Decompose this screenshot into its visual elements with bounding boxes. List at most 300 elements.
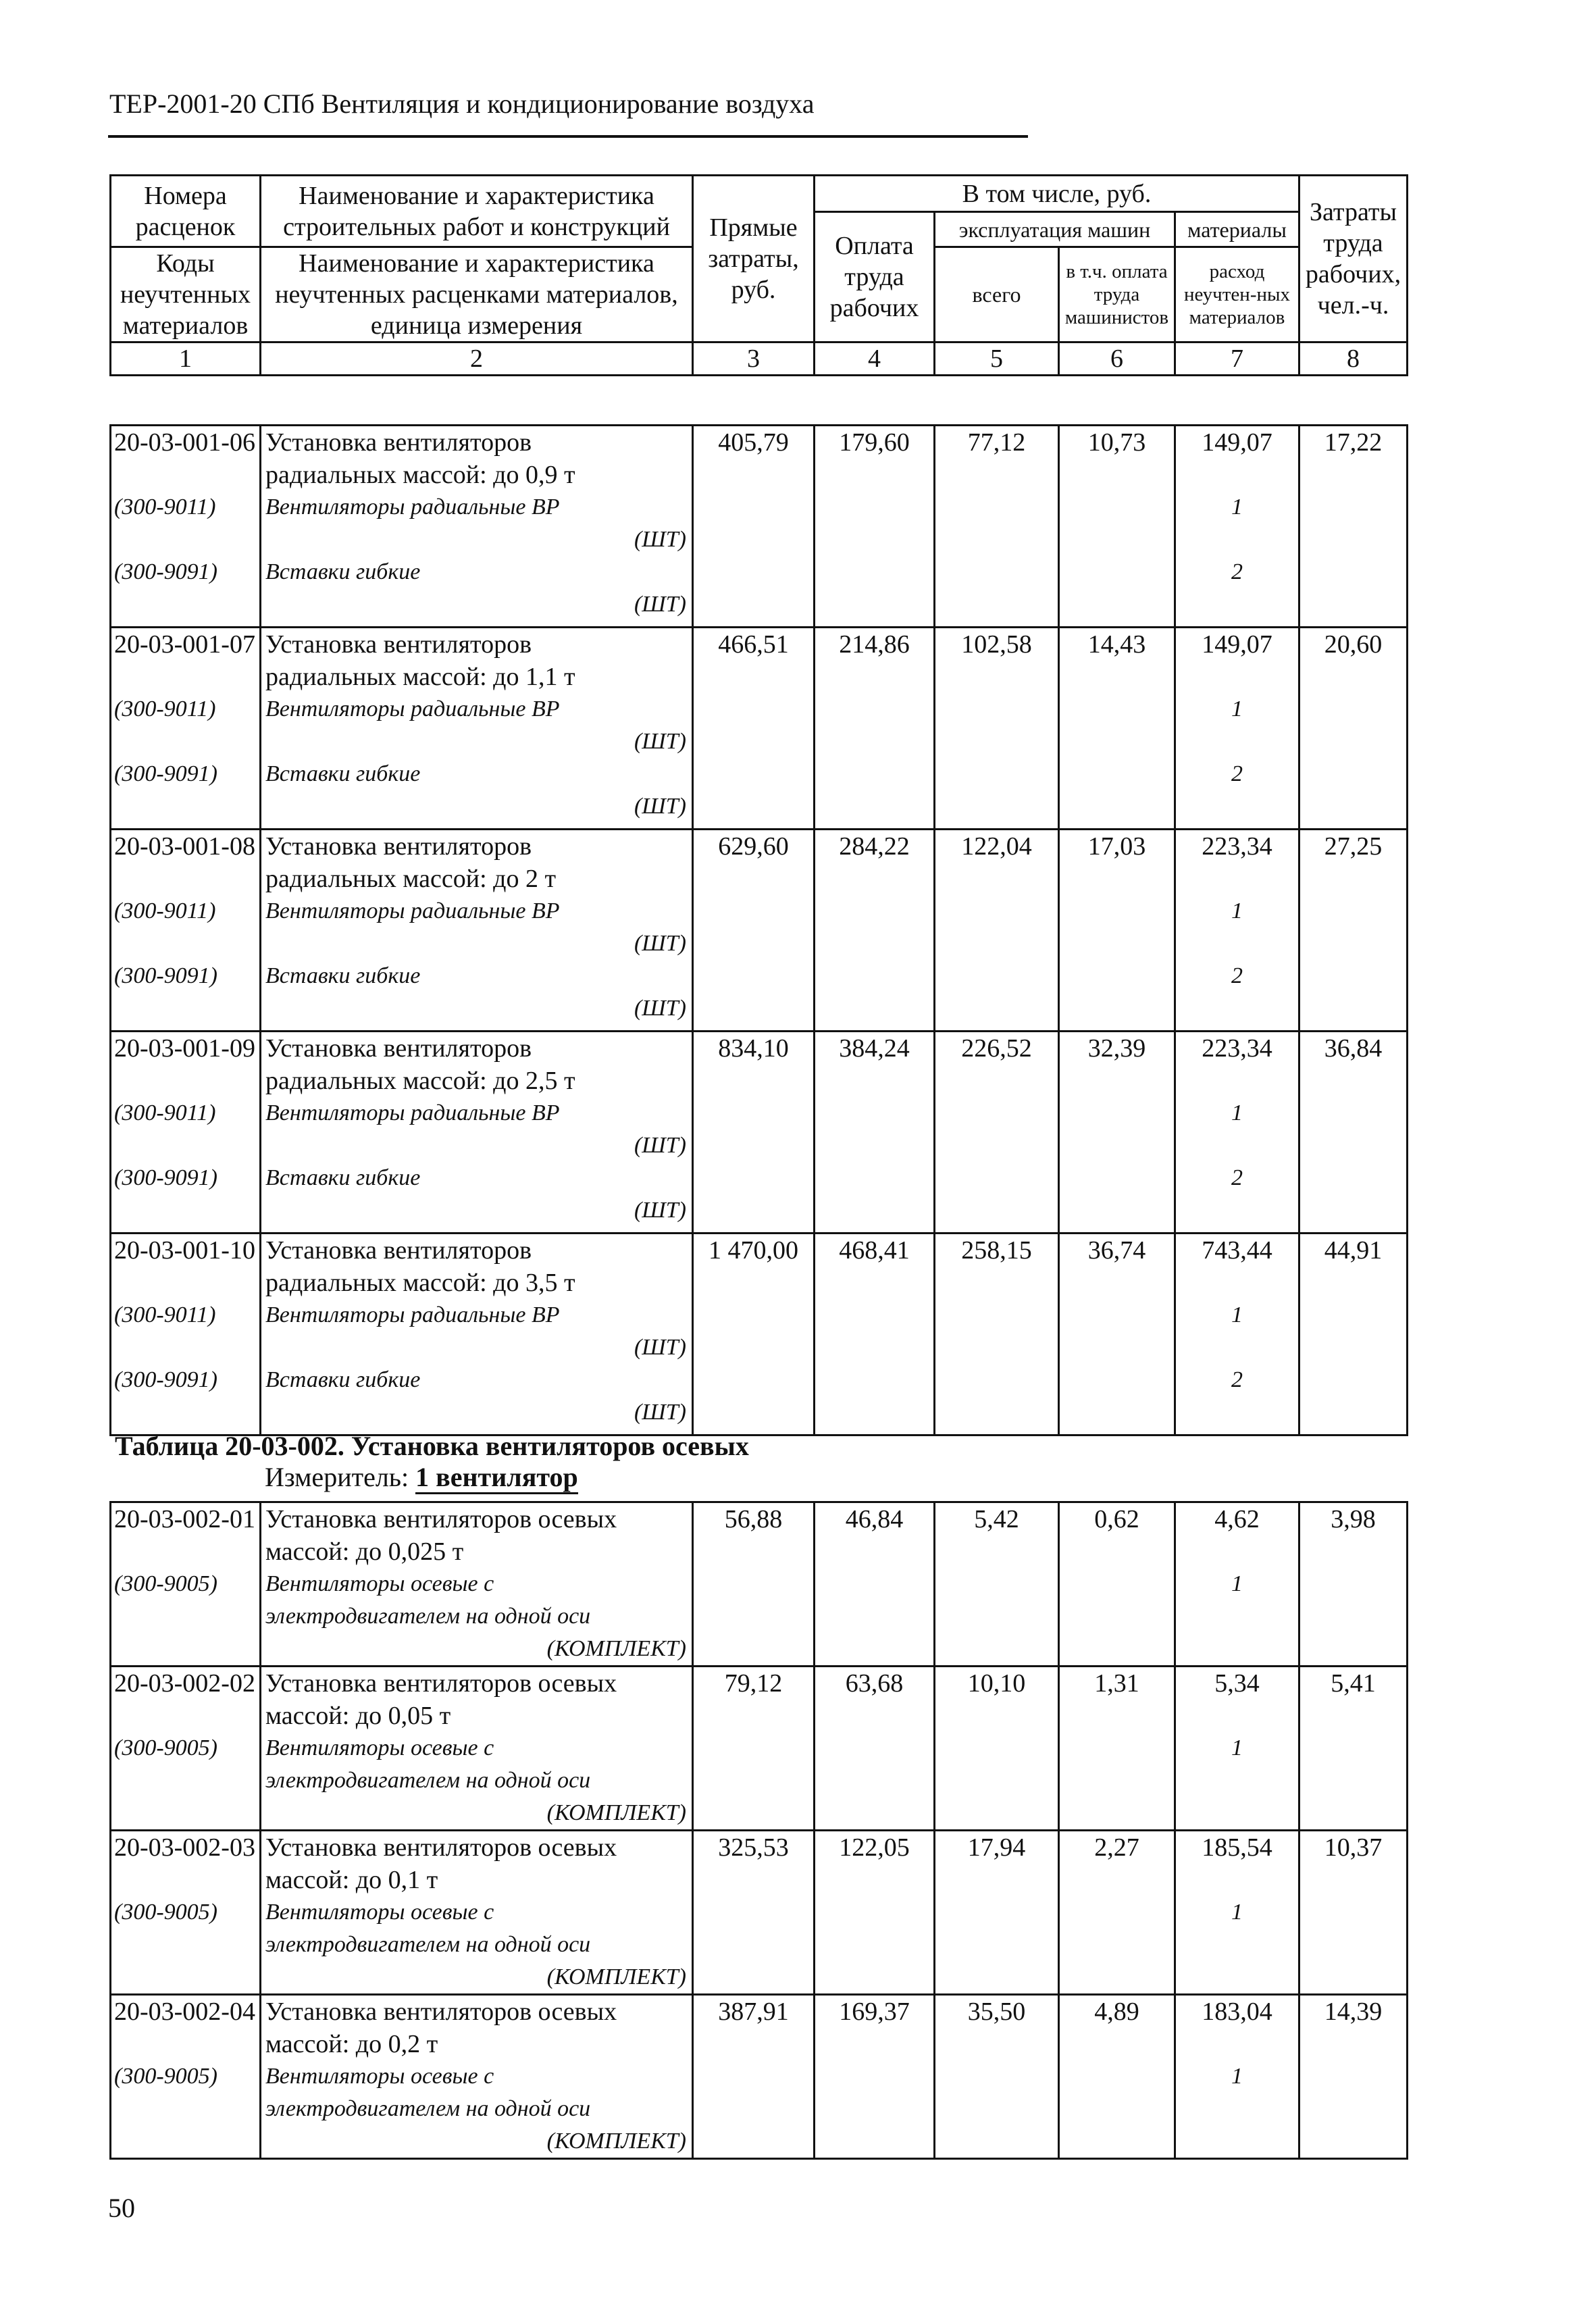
col-group-header: В том числе, руб. — [815, 176, 1299, 212]
value-v7: 149,07 — [1202, 630, 1272, 659]
value-v4: 214,86 — [839, 630, 910, 659]
material-name: Вентиляторы осевые с — [265, 2064, 494, 2089]
column-header-table — [109, 174, 1408, 376]
spacer — [114, 2093, 259, 2125]
material-code: (300-9005) — [114, 2064, 217, 2089]
table-row — [111, 1995, 1408, 2159]
col-number: 2 — [261, 342, 693, 376]
value-v5: 17,94 — [967, 1833, 1026, 1862]
material-qty: 2 — [1231, 1367, 1243, 1392]
spacer — [114, 790, 259, 823]
value-cell-v6 — [1059, 426, 1175, 628]
col-material-name-header: Наименование и характеристика неучтенных расценками материалов, единица измерения — [261, 247, 693, 342]
work-name-cont: радиальных массой: до 0,9 т — [265, 461, 575, 489]
work-name-cont: массой: до 0,025 т — [265, 1537, 464, 1566]
material-qty: 2 — [1231, 1165, 1243, 1190]
material-code: (300-9091) — [114, 761, 217, 786]
work-name-cont: радиальных массой: до 3,5 т — [265, 1269, 575, 1297]
value-v7: 185,54 — [1202, 1833, 1272, 1862]
material-name-cont: электродвигателем на одной оси — [265, 1932, 591, 1957]
value-v3: 56,88 — [724, 1505, 783, 1533]
value-v4: 122,05 — [839, 1833, 910, 1862]
value-cell-v3 — [693, 1831, 815, 1995]
spacer — [114, 1129, 259, 1162]
measure-label: Измеритель: — [265, 1462, 409, 1492]
value-cell-v6 — [1059, 830, 1175, 1032]
value-v7: 149,07 — [1202, 428, 1272, 457]
material-name: Вентиляторы радиальные ВР — [265, 1302, 560, 1327]
col-material-consumption-header: расход неучтен-ных материалов — [1175, 247, 1299, 342]
value-cell-v8 — [1299, 1502, 1408, 1667]
value-cell-v6 — [1059, 1234, 1175, 1435]
rate-name-cell — [261, 1032, 693, 1234]
value-cell-v8 — [1299, 830, 1408, 1032]
value-cell-v3 — [693, 830, 815, 1032]
value-cell-v5 — [935, 830, 1059, 1032]
rate-code: 20-03-001-06 — [114, 428, 255, 457]
value-v6: 2,27 — [1094, 1833, 1139, 1862]
value-v4: 179,60 — [839, 428, 910, 457]
spacer — [1176, 992, 1298, 1025]
value-cell-v5 — [935, 1831, 1059, 1995]
value-cell-v7 — [1175, 1667, 1299, 1831]
col-work-name-header: Наименование и характеристика строительных работ и конструкций — [261, 176, 693, 247]
spacer — [114, 1194, 259, 1227]
table-row — [111, 830, 1408, 1032]
value-v5: 102,58 — [961, 630, 1032, 659]
value-v4: 384,24 — [839, 1034, 910, 1063]
rate-code: 20-03-002-04 — [114, 1998, 255, 2026]
material-unit: (ШТ) — [634, 527, 686, 552]
value-cell-v8 — [1299, 1234, 1408, 1435]
material-qty: 2 — [1231, 963, 1243, 988]
value-v5: 5,42 — [974, 1505, 1019, 1533]
spacer — [1176, 790, 1298, 823]
material-name: Вентиляторы осевые с — [265, 1735, 494, 1760]
material-unit: (ШТ) — [634, 1198, 686, 1223]
material-name: Вентиляторы радиальные ВР — [265, 898, 560, 923]
value-v8: 20,60 — [1324, 630, 1383, 659]
material-unit: (ШТ) — [634, 931, 686, 956]
material-unit: (ШТ) — [634, 1335, 686, 1360]
rates-table-radial — [109, 424, 1408, 1436]
table-row — [111, 1831, 1408, 1995]
material-unit: (КОМПЛЕКТ) — [546, 1636, 686, 1661]
material-code: (300-9091) — [114, 963, 217, 988]
value-v3: 387,91 — [718, 1998, 789, 2026]
spacer — [1176, 661, 1298, 693]
material-qty: 2 — [1231, 761, 1243, 786]
material-unit: (КОМПЛЕКТ) — [546, 1964, 686, 1989]
value-cell-v4 — [815, 1032, 935, 1234]
value-cell-v4 — [815, 1995, 935, 2159]
value-cell-v7 — [1175, 1502, 1299, 1667]
value-v3: 629,60 — [718, 832, 789, 861]
work-name-cont: радиальных массой: до 2,5 т — [265, 1067, 575, 1095]
rate-name-cell — [261, 830, 693, 1032]
work-name-cont: массой: до 0,2 т — [265, 2030, 438, 2058]
work-name: Установка вентиляторов — [265, 1034, 532, 1063]
value-v4: 46,84 — [845, 1505, 904, 1533]
spacer — [1176, 1535, 1298, 1568]
spacer — [1176, 1065, 1298, 1097]
work-name-cont: радиальных массой: до 2 т — [265, 865, 557, 893]
rate-codes-cell — [111, 1032, 261, 1234]
value-cell-v3 — [693, 628, 815, 830]
spacer — [114, 1700, 259, 1732]
material-qty: 1 — [1231, 1100, 1243, 1125]
spacer — [114, 1065, 259, 1097]
value-v8: 27,25 — [1324, 832, 1383, 861]
material-name-cont: электродвигателем на одной оси — [265, 1604, 591, 1629]
spacer — [1176, 2093, 1298, 2125]
rate-codes-cell — [111, 1502, 261, 1667]
value-cell-v3 — [693, 426, 815, 628]
value-cell-v8 — [1299, 628, 1408, 830]
col-number: 4 — [815, 342, 935, 376]
work-name: Установка вентиляторов осевых — [265, 1998, 617, 2026]
col-machines-header: эксплуатация машин — [935, 212, 1175, 247]
value-v6: 4,89 — [1094, 1998, 1139, 2026]
value-v6: 32,39 — [1087, 1034, 1146, 1063]
spacer — [1176, 1129, 1298, 1162]
col-number: 1 — [111, 342, 261, 376]
rate-code: 20-03-002-01 — [114, 1505, 255, 1533]
material-code: (300-9005) — [114, 1571, 217, 1596]
value-cell-v4 — [815, 426, 935, 628]
value-cell-v4 — [815, 628, 935, 830]
value-cell-v6 — [1059, 1831, 1175, 1995]
value-v8: 17,22 — [1324, 428, 1383, 457]
col-machines-total-header: всего — [935, 247, 1059, 342]
spacer — [114, 992, 259, 1025]
spacer — [1176, 1600, 1298, 1633]
spacer — [114, 1929, 259, 1961]
material-qty: 1 — [1231, 1302, 1243, 1327]
material-qty: 2 — [1231, 559, 1243, 584]
value-v6: 36,74 — [1087, 1236, 1146, 1265]
value-v8: 44,91 — [1324, 1236, 1383, 1265]
page-header-title: ТЕР-2001-20 СПб Вентиляция и кондиционирование воздуха — [109, 88, 815, 119]
value-v7: 743,44 — [1202, 1236, 1272, 1265]
spacer — [114, 1267, 259, 1299]
value-cell-v7 — [1175, 1831, 1299, 1995]
col-materials-header: материалы — [1175, 212, 1299, 247]
value-cell-v3 — [693, 1667, 815, 1831]
value-cell-v4 — [815, 1502, 935, 1667]
value-v3: 834,10 — [718, 1034, 789, 1063]
material-qty: 1 — [1231, 898, 1243, 923]
rate-codes-cell — [111, 1234, 261, 1435]
table-row — [111, 1032, 1408, 1234]
value-cell-v3 — [693, 1502, 815, 1667]
col-number: 7 — [1175, 342, 1299, 376]
material-qty: 1 — [1231, 2064, 1243, 2089]
value-v6: 17,03 — [1087, 832, 1146, 861]
value-v5: 122,04 — [961, 832, 1032, 861]
spacer — [114, 1331, 259, 1364]
value-cell-v3 — [693, 1234, 815, 1435]
material-code: (300-9091) — [114, 1165, 217, 1190]
rate-code: 20-03-001-07 — [114, 630, 255, 659]
rate-code: 20-03-002-03 — [114, 1833, 255, 1862]
rates-table-axial — [109, 1501, 1408, 2160]
spacer — [1176, 1764, 1298, 1797]
value-v4: 468,41 — [839, 1236, 910, 1265]
spacer — [1176, 1194, 1298, 1227]
spacer — [1176, 459, 1298, 491]
material-qty: 1 — [1231, 1571, 1243, 1596]
table-row — [111, 1667, 1408, 1831]
spacer — [1176, 1267, 1298, 1299]
material-unit: (ШТ) — [634, 996, 686, 1021]
work-name-cont: массой: до 0,05 т — [265, 1702, 451, 1730]
work-name: Установка вентиляторов — [265, 1236, 532, 1265]
table-row — [111, 628, 1408, 830]
material-code: (300-9011) — [114, 898, 216, 923]
table-row — [111, 1234, 1408, 1435]
value-cell-v6 — [1059, 1502, 1175, 1667]
value-cell-v7 — [1175, 1032, 1299, 1234]
material-code: (300-9091) — [114, 559, 217, 584]
value-cell-v5 — [935, 1995, 1059, 2159]
value-v4: 169,37 — [839, 1998, 910, 2026]
rate-code: 20-03-001-09 — [114, 1034, 255, 1063]
col-number: 6 — [1059, 342, 1175, 376]
material-qty: 1 — [1231, 494, 1243, 519]
rate-code: 20-03-001-08 — [114, 832, 255, 861]
value-v5: 226,52 — [961, 1034, 1032, 1063]
spacer — [114, 927, 259, 960]
value-cell-v8 — [1299, 426, 1408, 628]
col-rates-number-header: Номера расценок — [111, 176, 261, 247]
col-number: 5 — [935, 342, 1059, 376]
value-v7: 223,34 — [1202, 832, 1272, 861]
spacer — [114, 1396, 259, 1429]
section-table-title: Таблица 20-03-002. Установка вентиляторов осевых — [115, 1431, 749, 1461]
col-number: 8 — [1299, 342, 1408, 376]
value-v5: 77,12 — [967, 428, 1026, 457]
spacer — [114, 1864, 259, 1896]
material-name: Вставки гибкие — [265, 1165, 421, 1190]
spacer — [1176, 524, 1298, 556]
page-number: 50 — [108, 2193, 135, 2223]
rate-name-cell — [261, 1502, 693, 1667]
spacer — [1176, 927, 1298, 960]
material-name: Вставки гибкие — [265, 963, 421, 988]
col-number: 3 — [693, 342, 815, 376]
value-cell-v6 — [1059, 1995, 1175, 2159]
rate-codes-cell — [111, 1995, 261, 2159]
rate-codes-cell — [111, 1667, 261, 1831]
spacer — [1176, 726, 1298, 758]
value-cell-v5 — [935, 1032, 1059, 1234]
value-cell-v7 — [1175, 1234, 1299, 1435]
value-v8: 36,84 — [1324, 1034, 1383, 1063]
value-v5: 35,50 — [967, 1998, 1026, 2026]
work-name: Установка вентиляторов — [265, 428, 532, 457]
value-v7: 4,62 — [1214, 1505, 1260, 1533]
material-name: Вставки гибкие — [265, 761, 421, 786]
value-cell-v7 — [1175, 628, 1299, 830]
value-cell-v6 — [1059, 1667, 1175, 1831]
rate-codes-cell — [111, 628, 261, 830]
rate-name-cell — [261, 426, 693, 628]
spacer — [1176, 1929, 1298, 1961]
spacer — [1176, 588, 1298, 621]
value-cell-v7 — [1175, 426, 1299, 628]
spacer — [114, 863, 259, 895]
column-numbers-row — [111, 342, 1408, 376]
material-code: (300-9011) — [114, 494, 216, 519]
material-code: (300-9011) — [114, 696, 216, 721]
col-wages-header: Оплата труда рабочих — [815, 212, 935, 342]
material-code: (300-9011) — [114, 1302, 216, 1327]
value-v8: 10,37 — [1324, 1833, 1383, 1862]
spacer — [114, 1764, 259, 1797]
value-cell-v7 — [1175, 1995, 1299, 2159]
spacer — [1176, 1864, 1298, 1896]
material-name: Вентиляторы радиальные ВР — [265, 696, 560, 721]
rate-name-cell — [261, 1831, 693, 1995]
material-code: (300-9005) — [114, 1735, 217, 1760]
value-cell-v4 — [815, 830, 935, 1032]
spacer — [1176, 1396, 1298, 1429]
work-name: Установка вентиляторов осевых — [265, 1833, 617, 1862]
material-code: (300-9011) — [114, 1100, 216, 1125]
material-name: Вентиляторы радиальные ВР — [265, 494, 560, 519]
spacer — [1176, 1331, 1298, 1364]
rate-name-cell — [261, 1667, 693, 1831]
value-v7: 183,04 — [1202, 1998, 1272, 2026]
spacer — [1176, 863, 1298, 895]
rate-code: 20-03-002-02 — [114, 1669, 255, 1698]
material-code: (300-9005) — [114, 1900, 217, 1925]
section-measure — [265, 1461, 578, 1493]
value-v6: 10,73 — [1087, 428, 1146, 457]
work-name: Установка вентиляторов осевых — [265, 1505, 617, 1533]
value-cell-v5 — [935, 1502, 1059, 1667]
rate-codes-cell — [111, 830, 261, 1032]
material-code: (300-9091) — [114, 1367, 217, 1392]
material-qty: 1 — [1231, 1900, 1243, 1925]
measure-value: 1 вентилятор — [415, 1462, 578, 1494]
rate-codes-cell — [111, 1831, 261, 1995]
table-row — [111, 426, 1408, 628]
material-name: Вентиляторы радиальные ВР — [265, 1100, 560, 1125]
value-v5: 10,10 — [967, 1669, 1026, 1698]
spacer — [114, 1535, 259, 1568]
material-unit: (ШТ) — [634, 1133, 686, 1158]
col-labor-hours-header: Затраты труда рабочих, чел.-ч. — [1299, 176, 1408, 342]
value-v4: 63,68 — [845, 1669, 904, 1698]
spacer — [114, 661, 259, 693]
material-unit: (ШТ) — [634, 794, 686, 819]
value-cell-v6 — [1059, 628, 1175, 830]
value-cell-v3 — [693, 1995, 815, 2159]
material-unit: (КОМПЛЕКТ) — [546, 2129, 686, 2154]
col-machinist-wages-header: в т.ч. оплата труда машинистов — [1059, 247, 1175, 342]
value-v3: 1 470,00 — [709, 1236, 798, 1265]
material-name: Вентиляторы осевые с — [265, 1571, 494, 1596]
material-name: Вставки гибкие — [265, 1367, 421, 1392]
spacer — [114, 524, 259, 556]
value-v8: 5,41 — [1331, 1669, 1376, 1698]
value-v4: 284,22 — [839, 832, 910, 861]
value-v8: 14,39 — [1324, 1998, 1383, 2026]
value-v3: 405,79 — [718, 428, 789, 457]
work-name-cont: массой: до 0,1 т — [265, 1866, 438, 1894]
value-cell-v4 — [815, 1234, 935, 1435]
work-name: Установка вентиляторов осевых — [265, 1669, 617, 1698]
rate-code: 20-03-001-10 — [114, 1236, 255, 1265]
spacer — [114, 588, 259, 621]
material-unit: (ШТ) — [634, 729, 686, 754]
work-name-cont: радиальных массой: до 1,1 т — [265, 663, 575, 691]
col-direct-costs-header: Прямые затраты, руб. — [693, 176, 815, 342]
value-cell-v4 — [815, 1667, 935, 1831]
value-v3: 466,51 — [718, 630, 789, 659]
work-name: Установка вентиляторов — [265, 832, 532, 861]
material-name-cont: электродвигателем на одной оси — [265, 1768, 591, 1793]
value-v7: 5,34 — [1214, 1669, 1260, 1698]
value-v5: 258,15 — [961, 1236, 1032, 1265]
value-cell-v8 — [1299, 1831, 1408, 1995]
value-cell-v5 — [935, 1667, 1059, 1831]
material-name: Вставки гибкие — [265, 559, 421, 584]
col-material-codes-header: Коды неучтенных материалов — [111, 247, 261, 342]
value-cell-v6 — [1059, 1032, 1175, 1234]
spacer — [1176, 2028, 1298, 2060]
work-name: Установка вентиляторов — [265, 630, 532, 659]
header-rule — [108, 135, 1028, 138]
value-cell-v5 — [935, 628, 1059, 830]
value-cell-v5 — [935, 426, 1059, 628]
value-v8: 3,98 — [1331, 1505, 1376, 1533]
value-cell-v7 — [1175, 830, 1299, 1032]
rate-name-cell — [261, 628, 693, 830]
value-cell-v8 — [1299, 1995, 1408, 2159]
value-v6: 0,62 — [1094, 1505, 1139, 1533]
material-unit: (ШТ) — [634, 592, 686, 617]
value-v3: 79,12 — [724, 1669, 783, 1698]
value-v6: 14,43 — [1087, 630, 1146, 659]
material-qty: 1 — [1231, 1735, 1243, 1760]
spacer — [1176, 1700, 1298, 1732]
value-v7: 223,34 — [1202, 1034, 1272, 1063]
rate-name-cell — [261, 1234, 693, 1435]
value-v6: 1,31 — [1094, 1669, 1139, 1698]
value-cell-v5 — [935, 1234, 1059, 1435]
value-cell-v3 — [693, 1032, 815, 1234]
spacer — [114, 726, 259, 758]
rate-name-cell — [261, 1995, 693, 2159]
table-row — [111, 1502, 1408, 1667]
value-cell-v8 — [1299, 1032, 1408, 1234]
value-cell-v4 — [815, 1831, 935, 1995]
spacer — [114, 459, 259, 491]
rate-codes-cell — [111, 426, 261, 628]
material-unit: (КОМПЛЕКТ) — [546, 1800, 686, 1825]
material-qty: 1 — [1231, 696, 1243, 721]
spacer — [114, 2028, 259, 2060]
spacer — [114, 1600, 259, 1633]
value-cell-v8 — [1299, 1667, 1408, 1831]
material-name: Вентиляторы осевые с — [265, 1900, 494, 1925]
material-unit: (ШТ) — [634, 1400, 686, 1425]
value-v3: 325,53 — [718, 1833, 789, 1862]
material-name-cont: электродвигателем на одной оси — [265, 2096, 591, 2121]
